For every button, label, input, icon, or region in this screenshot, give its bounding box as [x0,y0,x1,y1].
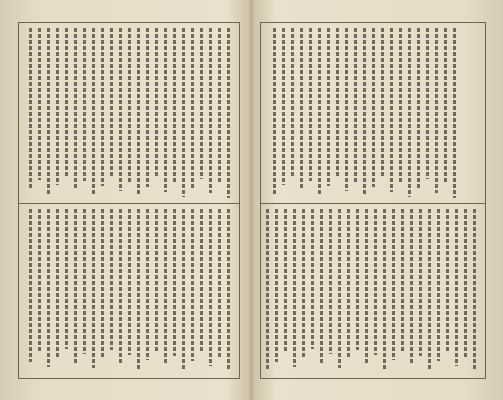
text-line [209,209,212,366]
text-line [383,209,386,369]
text-line [182,28,185,197]
text-line [327,28,330,186]
text-line [444,28,447,184]
text-line [191,209,194,361]
text-line [356,209,359,350]
text-line [426,28,429,179]
text-line [347,209,350,359]
text-line [374,209,377,355]
right-page [252,0,503,400]
text-line [74,28,77,190]
text-line [155,209,158,351]
text-line [119,28,122,191]
text-line [182,209,185,370]
left-page [0,0,250,400]
text-line [119,209,122,364]
text-line [275,209,278,362]
text-line [173,28,176,183]
text-line [455,209,458,366]
text-line [318,28,321,195]
text-line [392,209,395,360]
text-line [173,209,176,356]
text-line [110,209,113,350]
text-line [128,28,131,182]
text-line [381,28,384,178]
text-line [446,209,449,352]
text-line [155,28,158,178]
text-line [101,209,104,359]
text-line [47,209,50,367]
text-line [453,28,456,198]
right-page-middle-rule [260,203,485,204]
text-line [266,209,269,371]
text-line [363,28,366,196]
text-line [47,28,50,194]
text-line [218,209,221,357]
text-line [336,28,339,177]
text-line [137,28,140,196]
text-line [401,209,404,351]
text-line [146,209,149,360]
text-line [38,209,41,353]
text-line [83,28,86,181]
text-line [110,28,113,177]
text-line [38,28,41,180]
text-line [92,28,95,195]
text-line [128,209,131,355]
text-line [29,28,32,189]
text-line [311,209,314,349]
text-line [273,28,276,194]
text-line [302,209,305,358]
text-line [293,209,296,367]
text-line [437,209,440,361]
text-line [56,28,59,185]
text-line [227,209,230,371]
text-line [390,28,393,192]
text-line [284,209,287,353]
text-line [83,209,86,354]
text-line [354,28,357,182]
text-line [419,209,422,356]
text-line [309,28,312,181]
text-line [74,209,77,363]
text-line [329,209,332,354]
text-line [200,28,203,179]
text-line [92,209,95,368]
text-line [29,209,32,362]
text-line [146,28,149,187]
text-line [191,28,194,188]
text-line [464,209,467,357]
text-line [164,28,167,192]
left-page-middle-rule [18,203,239,204]
text-line [320,209,323,363]
text-line [56,209,59,358]
text-line [345,28,348,191]
text-line [65,28,68,176]
text-line [282,28,285,185]
text-line [338,209,341,368]
text-line [227,28,230,198]
text-line [408,28,411,197]
text-line [399,28,402,183]
text-line [410,209,413,365]
text-line [101,28,104,186]
text-line [435,28,438,193]
text-line [473,209,476,371]
text-line [428,209,431,370]
text-line [65,209,68,349]
text-line [365,209,368,364]
text-line [372,28,375,187]
text-line [137,209,140,369]
text-line [164,209,167,365]
text-line [218,28,221,184]
text-line [291,28,294,176]
text-line [417,28,420,188]
text-line [300,28,303,190]
text-line [200,209,203,352]
text-line [209,28,212,193]
